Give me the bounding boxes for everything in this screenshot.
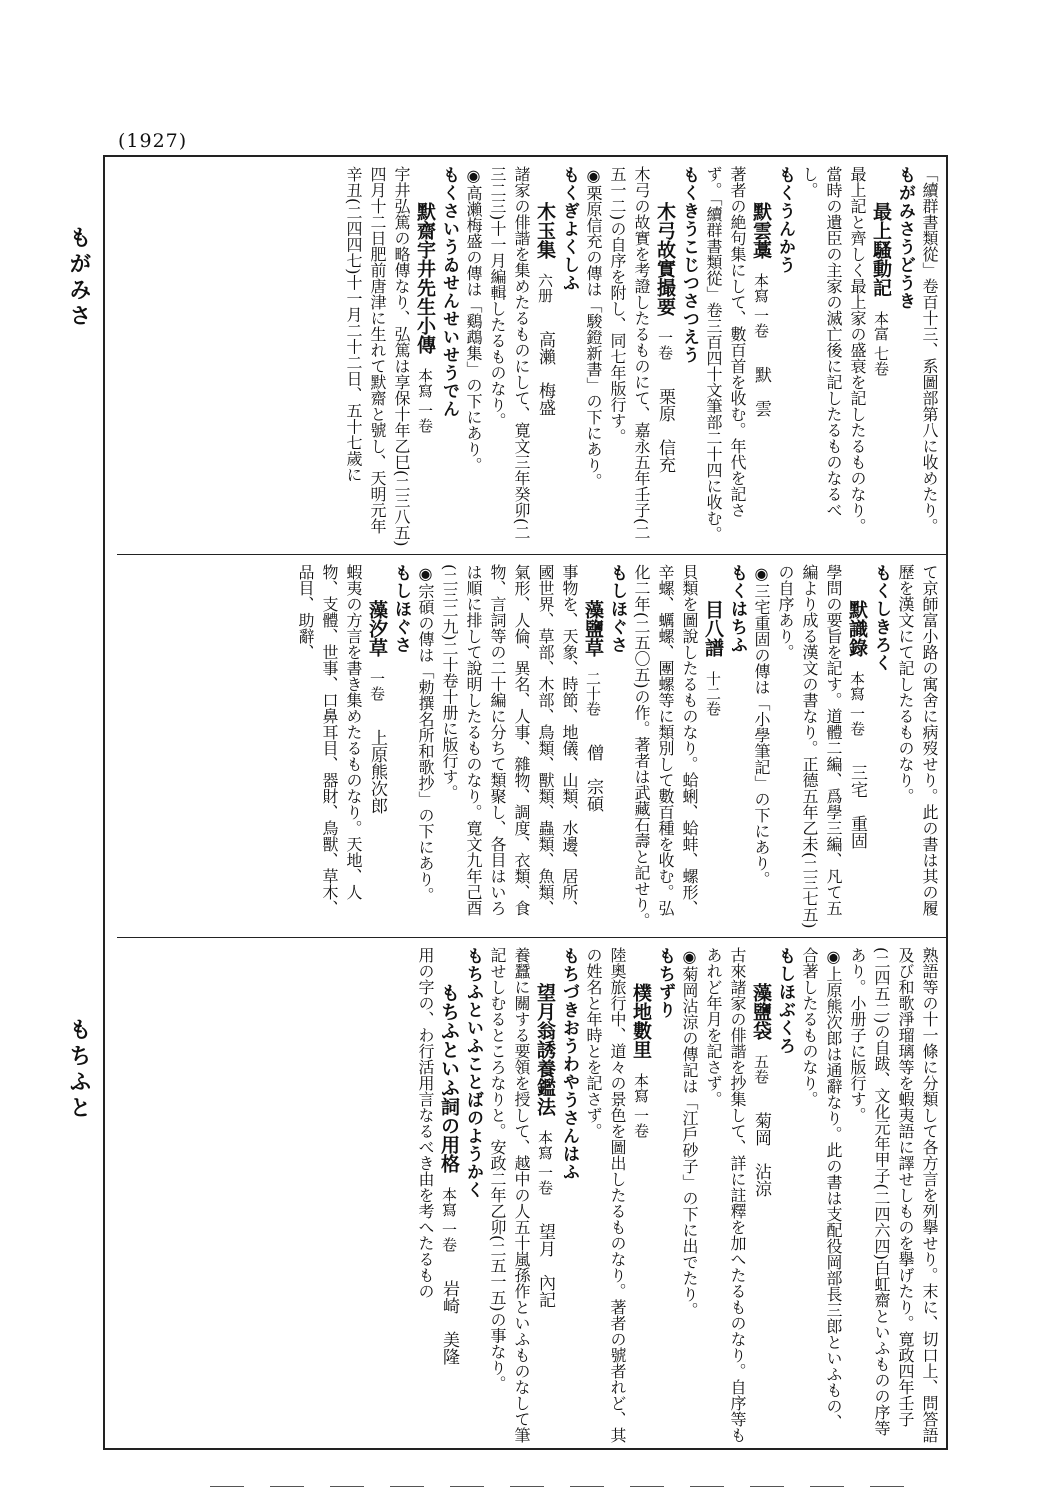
entry-reading: もくぎよくしふ — [559, 166, 579, 292]
entry-heading — [869, 166, 893, 548]
entry-heading — [533, 166, 557, 548]
entry-reading: もしほぶくろ — [775, 947, 795, 1055]
entry-description: 著者の絶句集にして、數百首を收む。年代を記さず。「續群書類從」卷三百四十文筆部二十四に收む。 — [704, 166, 747, 542]
entry-reading: もくうんかう — [775, 166, 795, 274]
entry-heading — [365, 564, 389, 931]
entry-author: 菊岡 沾涼 — [751, 1112, 771, 1197]
entry-description: 熟語等の十一條に分類して各方言を列擧せり。末に、切口上、問答語及び和歌淨瑠璃等を蝦夷語に譯せしものを擧げたり。寛政四年壬子(二四五二)の自跋、文化元年甲子(二四六四)白虹齋といふものの序等あり。小册子に版行す。 — [848, 947, 939, 1443]
entry-title: もちふといふ詞の用格 — [438, 983, 460, 1173]
entry-volume: 一卷 — [656, 330, 674, 360]
entry-volume: 六册 — [536, 273, 554, 303]
entry-description: 宇井弘篤の略傳なり、弘篤は享保十年乙巳(二三八五)四月十二日肥前唐津に生れて默齋と號し、天明元年辛丑(二四四七)十一月二十二日、五十七歲に — [344, 166, 411, 547]
entry-description: 木弓の故實を考證したるものにて、嘉永五年壬子(二五一二)の自序を附し、同七年版行す。 — [608, 166, 651, 541]
entry-reading: もくさいうゐせんせいせうでん — [439, 166, 459, 418]
entry-heading — [845, 564, 869, 931]
entry-volume: 一卷 — [368, 671, 386, 701]
entry-title: 藻鹽袋 — [750, 983, 772, 1040]
entry-heading — [581, 564, 605, 931]
entry-description: 學問の要旨を記す。道體二編、爲學三編、凡て五編より成る漢文の書なり。正德五年乙未(二三七五)の自序あり。 — [776, 564, 843, 929]
entry-description: 陸奧旅行中、道々の景色を圖出したるものなり。著者の號者れど、其の姓名と年時とを記さず。 — [584, 947, 627, 1443]
entry-title: 藻鹽草 — [582, 600, 604, 657]
entry-heading — [413, 166, 437, 548]
entry-volume: 本寫 一卷 — [416, 368, 434, 433]
entry-author: 望月 內記 — [535, 1222, 555, 1308]
entry-reading: もしほぐさ — [391, 564, 411, 654]
entry-heading — [437, 947, 461, 1444]
scan-artifact-dashes — [210, 1476, 930, 1480]
entry-volume: 五卷 — [752, 1054, 770, 1084]
section-divider — [117, 937, 948, 938]
entry-description: 古來諸家の俳諧を抄集して、詳に註釋を加へたるものなり。自序等もあれど年月を記さず。 — [704, 947, 747, 1443]
entry-author: 高瀨 梅盛 — [535, 331, 555, 416]
entry-author: 栗原 信充 — [655, 388, 675, 473]
entry-reading: もしほぐさ — [607, 564, 627, 654]
entry-description: ◉三宅重固の傳は「小學筆記」の下にあり。 — [752, 564, 771, 887]
entry-volume: 二十卷 — [584, 671, 602, 716]
entry-title: 默雲藁 — [750, 202, 772, 259]
entry-description: 「續群書類從」卷百十三、系圖部第八に收めたり。 — [920, 166, 939, 534]
entry-heading — [701, 564, 725, 931]
entry-description: 最上記と齊しく最上家の盛衰を記したるものなり。當時の遺臣の主家の滅亡後に記したるものなるべし。 — [800, 166, 867, 534]
entry-reading: もくはちふ — [727, 564, 747, 654]
entry-volume: 十二卷 — [704, 671, 722, 716]
entry-title: 最上騷動記 — [870, 202, 892, 297]
entry-author: 僧 宗碩 — [583, 744, 603, 812]
entry-author: 上原熊次郎 — [367, 729, 387, 814]
entry-description: ◉上原熊次郎は通辭なり。此の書は支配役岡部長三郎といふもの、合著したるものなり。 — [800, 947, 843, 1430]
entry-description: て京師富小路の寓舍に病歿せり。此の書は其の履歷を漢文にて記したるものなり。 — [896, 564, 939, 916]
section-top — [117, 160, 945, 552]
margin-headword-bottom: もちふと — [66, 1018, 92, 1122]
entry-volume: 本寫 一卷 — [536, 1130, 554, 1195]
entry-reading: もくきうこじつさつえう — [679, 166, 699, 364]
entry-heading — [629, 947, 653, 1444]
entry-reading: もちふといふことばのようかく — [463, 947, 483, 1199]
entry-volume: 本寫 一卷 — [632, 1073, 650, 1138]
entry-description: 諸家の俳諧を集めたるものにして、寛文三年癸卯(二三二三)十一月編輯したるものなり。 — [488, 166, 531, 541]
entry-title: 樸地數里 — [630, 983, 652, 1059]
entry-heading — [749, 166, 773, 548]
entry-reading: もくしきろく — [871, 564, 891, 672]
entry-reading: もがみさうどうき — [895, 166, 915, 310]
page-number: (1927) — [118, 130, 188, 152]
entry-heading — [749, 947, 773, 1444]
entry-description: ◉栗原信充の傳は「駿鐙新書」の下にあり。 — [584, 166, 603, 489]
margin-headword-top: もがみさ — [66, 226, 92, 330]
entry-volume: 本富 七卷 — [872, 311, 890, 376]
section-divider — [117, 554, 948, 555]
section-bottom — [117, 941, 945, 1448]
entry-description: ◉高瀨梅盛の傳は「鷄鵡集」の下にあり。 — [464, 166, 483, 473]
entry-title: 默齋宇井先生小傳 — [414, 202, 436, 354]
entry-title: 木弓故實撮要 — [654, 202, 676, 316]
entry-author: 默 雲 — [751, 365, 771, 417]
entry-description: 蝦夷の方言を書き集めたるものなり。天地、人物、支體、世事、口鼻耳目、器財、鳥獸、草木、品目、助辭、 — [296, 564, 363, 916]
entry-volume: 本寫 一卷 — [440, 1187, 458, 1252]
entry-description: 貝類を圖說したるものなり。蛤蜊、蛤蚌、螺形、辛螺、蠣螺、團螺等に類別して數百種を收む。弘化二年(二五〇五)の作。著者は武藏石壽と記せり。 — [632, 564, 699, 929]
entry-reading: もちづきおうわやうさんはふ — [559, 947, 579, 1181]
section-middle — [117, 558, 945, 935]
entry-volume: 本寫 一卷 — [752, 273, 770, 338]
entry-description: 用の字の、わ行活用言なるべき由を考へたるもの — [416, 947, 435, 1299]
entry-title: 目八譜 — [702, 600, 724, 657]
entry-author: 三宅 重固 — [847, 763, 867, 849]
entry-description: 事物を、天象、時節、地儀、山類、水邊、居所、國世界、草部、木部、鳥類、獸類、蟲類、魚類、氣形、人倫、異名、人事、雜物、調度、衣類、食物、言詞等の二十編に分ちて類聚し、各目はいろは順に排して說明したるものなり。寛文九年己酉(二三二九)二十卷十册に版行す。 — [440, 564, 579, 916]
entry-heading — [653, 166, 677, 548]
entry-reading: もちずり — [655, 947, 675, 1019]
entry-description: ◉菊岡沾涼の傳記は「江戶砂子」の下に出でたり。 — [680, 947, 699, 1318]
entry-heading — [533, 947, 557, 1444]
entry-description: 養蠶に關する要領を授して、越中の人五十嵐孫作といふものなして筆記せしむるところなりと。安政二年乙卯(二五一五)の事なり。 — [488, 947, 531, 1443]
entry-description: ◉宗碩の傳は「勅撰名所和歌抄」の下にあり。 — [416, 564, 435, 903]
entry-author: 岩崎 美隆 — [439, 1279, 459, 1365]
entry-title: 默識錄 — [846, 600, 868, 657]
entry-title: 望月翁誘養鑑法 — [534, 983, 556, 1116]
entry-volume: 本寫 一卷 — [848, 671, 866, 736]
entry-title: 木玉集 — [534, 202, 556, 259]
entry-title: 藻汐草 — [366, 600, 388, 657]
